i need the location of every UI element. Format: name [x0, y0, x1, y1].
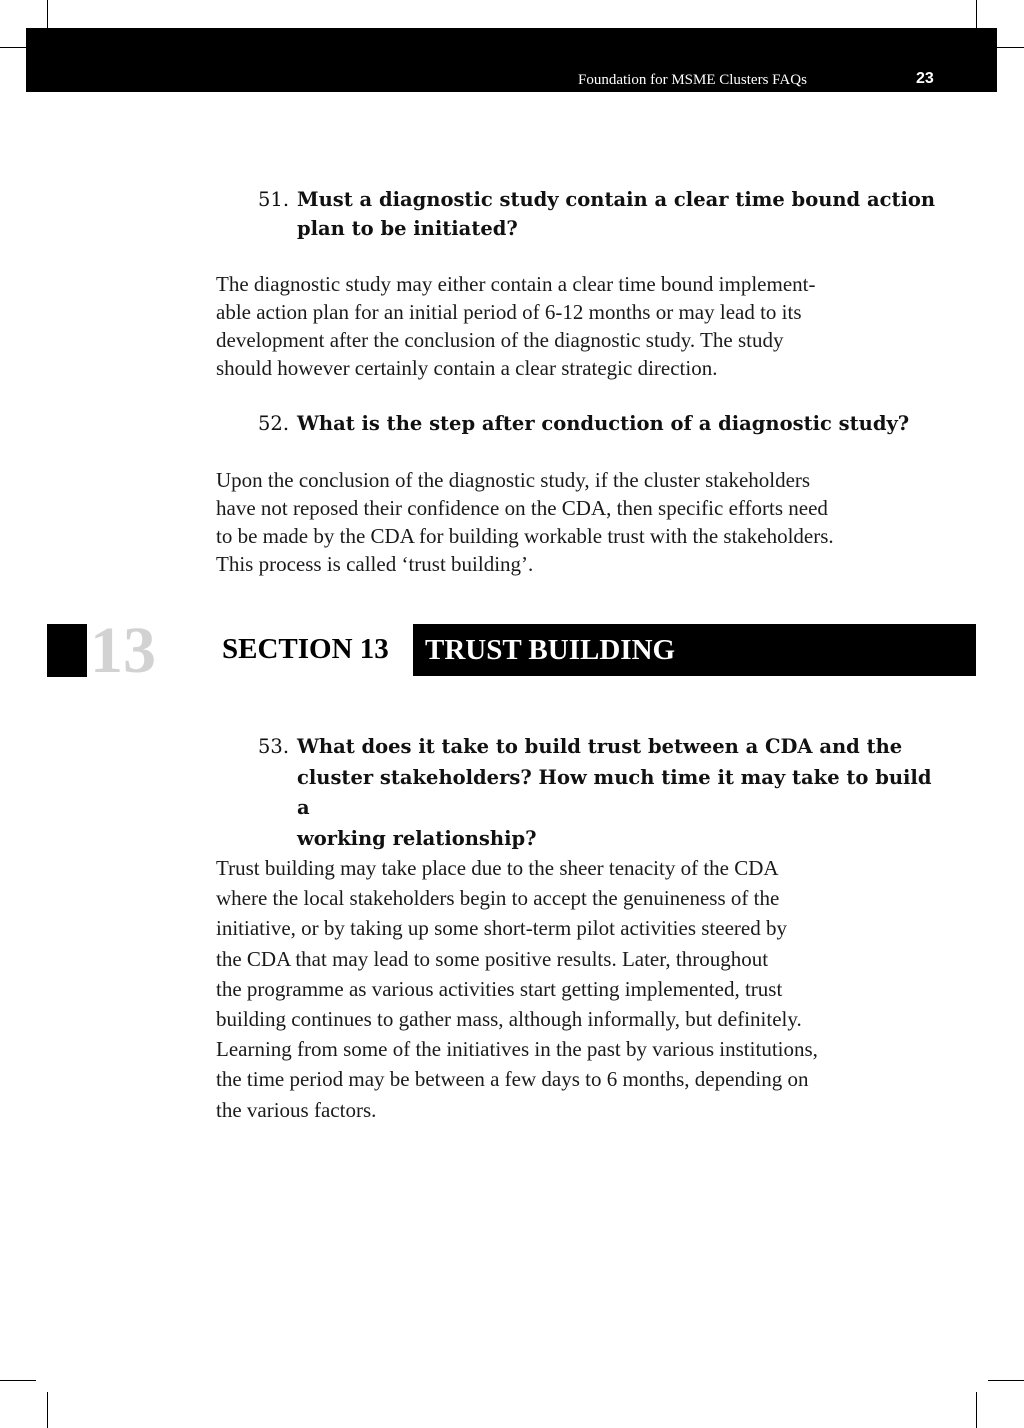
- section-label: SECTION 13: [222, 633, 389, 665]
- page-number: 23: [916, 70, 934, 87]
- section-big-number: 13: [90, 614, 156, 687]
- answer-line: should however certainly contain a clear strategic direction.: [216, 356, 718, 380]
- question-number: 52.: [258, 412, 290, 435]
- question-line: What is the step after conduction of a diagnostic study?: [297, 412, 910, 435]
- answer-line: Upon the conclusion of the diagnostic study, if the cluster stakeholders: [216, 468, 811, 492]
- answer-line: the programme as various activities start getting implemented, trust: [216, 976, 783, 1001]
- answer-line: Trust building may take place due to the sheer tenacity of the CDA: [216, 856, 779, 880]
- answer-line: the CDA that may lead to some positive results. Later, throughout: [216, 946, 769, 971]
- answer-line: This process is called ‘trust building’.: [216, 552, 534, 576]
- question-number: 53.: [258, 735, 290, 758]
- running-header-title: Foundation for MSME Clusters FAQs: [578, 72, 807, 88]
- answer-line: able action plan for an initial period of 6-12 months or may lead to its: [216, 300, 802, 324]
- question-line: Must a diagnostic study contain a clear time bound action: [297, 188, 936, 211]
- answer-line: the time period may be between a few days to 6 months, depending on: [216, 1067, 809, 1092]
- section-title-bar: [413, 624, 976, 676]
- section-marker-block: [47, 624, 87, 677]
- answer-53: [216, 853, 956, 1125]
- answer-line: to be made by the CDA for building workable trust with the stakeholders.: [216, 524, 834, 548]
- question-line: What does it take to build trust between a CDA and the: [297, 735, 903, 758]
- question-number: 51.: [258, 188, 290, 211]
- answer-line: have not reposed their confidence on the CDA, then specific efforts need: [216, 496, 828, 520]
- question-text: [297, 409, 938, 438]
- answer-line: The diagnostic study may either contain a clear time bound implement-: [216, 272, 816, 296]
- question-53: [258, 732, 938, 854]
- question-line: working relationship?: [297, 826, 537, 850]
- crop-mark: [976, 1392, 977, 1428]
- crop-mark: [988, 1380, 1024, 1381]
- crop-mark: [47, 1392, 48, 1428]
- answer-52: [216, 466, 956, 578]
- question-line: plan to be initiated?: [297, 217, 518, 240]
- answer-line: building continues to gather mass, although informally, but definitely.: [216, 1007, 802, 1032]
- header-bar: [26, 28, 997, 92]
- answer-line: development after the conclusion of the diagnostic study. The study: [216, 328, 784, 352]
- question-text: [297, 185, 938, 243]
- answer-51: [216, 270, 956, 382]
- question-text: [297, 732, 938, 854]
- answer-line: initiative, or by taking up some short-term pilot activities steered by: [216, 916, 787, 941]
- section-title: TRUST BUILDING: [425, 634, 676, 666]
- crop-mark: [0, 1380, 36, 1381]
- question-52: [258, 409, 938, 438]
- answer-line: Learning from some of the initiatives in the past by various institutions,: [216, 1037, 818, 1062]
- answer-line: where the local stakeholders begin to accept the genuineness of the: [216, 886, 780, 911]
- question-51: [258, 185, 938, 243]
- answer-line: the various factors.: [216, 1097, 377, 1122]
- question-line: cluster stakeholders? How much time it may take to build a: [297, 765, 932, 819]
